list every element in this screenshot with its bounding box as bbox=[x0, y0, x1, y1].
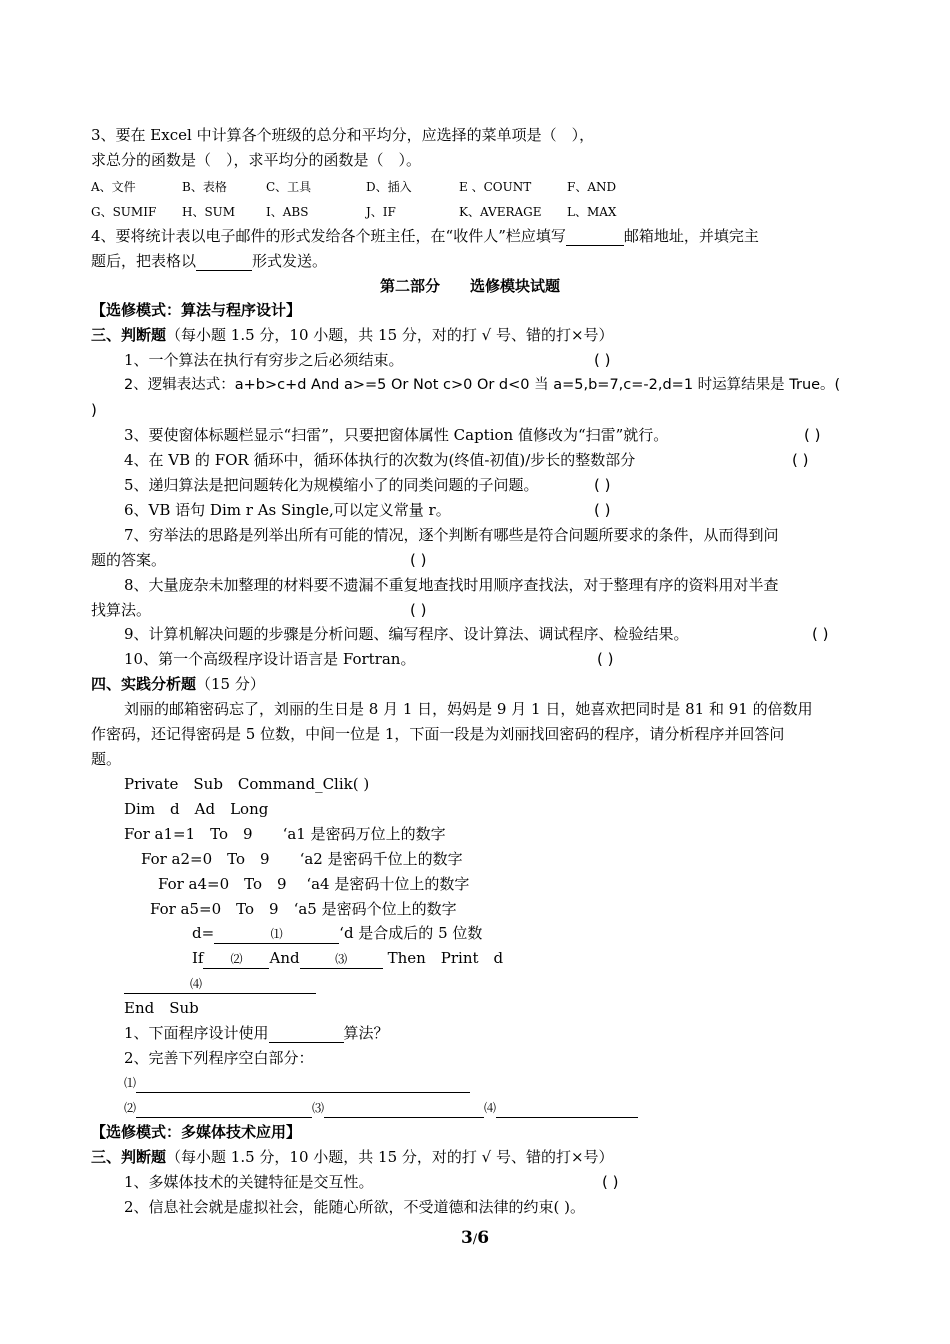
q3-option-e: E 、COUNT bbox=[459, 180, 532, 194]
judge-item-10: 10、第一个高级程序设计语言是 Fortran。 bbox=[124, 650, 416, 668]
code-line-2: Dim d Ad Long bbox=[124, 800, 269, 818]
judge-item-7: 7、穷举法的思路是列举出所有可能的情况，逐个判断有哪些是符合问题所要求的条件，从而得到问 bbox=[124, 526, 779, 544]
judge-item-6: 6、VB 语句 Dim r As Single,可以定义常量 r。 bbox=[124, 501, 451, 519]
q3-option-c: C、工具 bbox=[266, 180, 312, 194]
judge-item-2: 2、逻辑表达式：a+b>c+d And a>=5 Or Not c>0 Or d<0 当 a=5,b=7,c=-2,d=1 时运算结果是 True。( bbox=[124, 377, 841, 393]
judge-item-1: 1、一个算法在执行有穷步之后必须结束。 bbox=[124, 351, 404, 369]
mm-judge-item-1: 1、多媒体技术的关键特征是交互性。 bbox=[124, 1173, 374, 1191]
code-blank-3[interactable]: ⑶ bbox=[300, 950, 383, 969]
module1-title: 【选修模式：算法与程序设计】 bbox=[91, 301, 302, 319]
q4-blank-1[interactable] bbox=[566, 227, 624, 246]
answer-blank-2[interactable] bbox=[136, 1099, 312, 1118]
judge-item-5-paren[interactable]: ( ) bbox=[594, 476, 611, 494]
algorithm-blank[interactable] bbox=[269, 1024, 344, 1043]
code-line-4: For a2=0 To 9 ‘a2 是密码千位上的数字 bbox=[141, 850, 463, 868]
practice-q1: 1、下面程序设计使用 算法？ bbox=[124, 1024, 389, 1042]
page-number: 3/6 bbox=[460, 1228, 490, 1248]
judge-item-8: 8、大量庞杂未加整理的材料要不遗漏不重复地查找时用顺序查找法，对于整理有序的资料用对半查 bbox=[124, 576, 779, 594]
code-line-5: For a4=0 To 9 ‘a4 是密码十位上的数字 bbox=[158, 875, 470, 893]
code-line-1: Private Sub Command_Clik( ) bbox=[124, 775, 370, 793]
practice-q2: 2、完善下列程序空白部分： bbox=[124, 1049, 314, 1067]
q3-option-f: F、AND bbox=[567, 180, 617, 194]
code-blank-1[interactable]: ⑴ bbox=[214, 925, 339, 944]
code-line-4-blank bbox=[124, 973, 316, 994]
practice-para-3: 题。 bbox=[91, 750, 122, 768]
practice-para-1: 刘丽的邮箱密码忘了，刘丽的生日是 8 月 1 日，妈妈是 9 月 1 日，她喜欢把同时是 81 和 91 的倍数用 bbox=[124, 700, 813, 718]
q3-option-g: G、SUMIF bbox=[91, 205, 157, 219]
judge-item-8-paren[interactable]: ( ) bbox=[410, 601, 427, 619]
judge-item-3-paren[interactable]: ( ) bbox=[804, 426, 821, 444]
q3-option-d: D、插入 bbox=[366, 180, 412, 194]
practice-heading: 四、实践分析题（15 分） bbox=[91, 675, 265, 693]
judge-item-5: 5、递归算法是把问题转化为规模缩小了的同类问题的子问题。 bbox=[124, 476, 539, 494]
q4-line2: 题后，把表格以 形式发送。 bbox=[91, 252, 328, 270]
q4-line1: 4、要将统计表以电子邮件的形式发给各个班主任，在“收件人”栏应填写 邮箱地址，并填完主 bbox=[91, 227, 759, 245]
mm-judge-item-1-paren[interactable]: ( ) bbox=[602, 1173, 619, 1191]
code-line-d: d= ⑴ ‘d 是合成后的 5 位数 bbox=[192, 924, 483, 942]
q3-option-b: B、表格 bbox=[182, 180, 227, 194]
answer-blank-4[interactable] bbox=[496, 1099, 638, 1118]
code-line-6: For a5=0 To 9 ‘a5 是密码个位上的数字 bbox=[150, 900, 457, 918]
answer-line-2: ⑵ ⑶ ⑷ bbox=[124, 1098, 638, 1118]
q3-option-k: K、AVERAGE bbox=[459, 205, 542, 219]
answer-line-1: ⑴ bbox=[124, 1073, 470, 1093]
judge-item-7-paren[interactable]: ( ) bbox=[410, 551, 427, 569]
judge-item-9-paren[interactable]: ( ) bbox=[812, 625, 829, 643]
judge-item-6-paren[interactable]: ( ) bbox=[594, 501, 611, 519]
judge-item-2-close: ) bbox=[91, 401, 97, 419]
practice-para-2: 作密码，还记得密码是 5 位数，中间一位是 1，下面一段是为刘丽找回密码的程序，请分析程序并回答问 bbox=[91, 725, 785, 743]
code-line-end: End Sub bbox=[124, 999, 199, 1017]
q3-option-l: L、MAX bbox=[567, 205, 617, 219]
judge-item-4-paren[interactable]: ( ) bbox=[792, 451, 809, 469]
judge-item-7-cont: 题的答案。 bbox=[91, 551, 167, 569]
answer-blank-3[interactable] bbox=[324, 1099, 484, 1118]
module2-judge-heading: 三、判断题（每小题 1.5 分，10 小题，共 15 分，对的打 √ 号、错的打×号） bbox=[91, 1148, 614, 1166]
q3-line1: 3、要在 Excel 中计算各个班级的总分和平均分，应选择的菜单项是（ ）， bbox=[91, 126, 595, 144]
part2-title: 第二部分 选修模块试题 bbox=[380, 277, 561, 295]
q3-option-j: J、IF bbox=[366, 205, 396, 219]
q3-option-a: A、文件 bbox=[91, 180, 136, 194]
module1-judge-heading: 三、判断题（每小题 1.5 分，10 小题，共 15 分，对的打 √ 号、错的打×号） bbox=[91, 326, 614, 344]
q3-option-h: H、SUM bbox=[182, 205, 236, 219]
judge-item-8-cont: 找算法。 bbox=[91, 601, 152, 619]
judge-item-10-paren[interactable]: ( ) bbox=[597, 650, 614, 668]
q3-line2: 求总分的函数是（ ），求平均分的函数是（ ）。 bbox=[91, 151, 422, 169]
judge-item-4: 4、在 VB 的 FOR 循环中，循环体执行的次数为(终值-初值)/步长的整数部分 bbox=[124, 451, 636, 469]
module2-title: 【选修模式：多媒体技术应用】 bbox=[91, 1123, 302, 1141]
code-blank-4[interactable]: ⑷ bbox=[124, 975, 316, 994]
mm-judge-item-2: 2、信息社会就是虚拟社会，能随心所欲，不受道德和法律的约束( )。 bbox=[124, 1198, 586, 1216]
judge-item-3: 3、要使窗体标题栏显示“扫雷”，只要把窗体属性 Caption 值修改为“扫雷”就行。 bbox=[124, 426, 669, 444]
code-line-3: For a1=1 To 9 ‘a1 是密码万位上的数字 bbox=[124, 825, 446, 843]
answer-blank-1[interactable] bbox=[136, 1074, 470, 1093]
code-blank-2[interactable]: ⑵ bbox=[203, 950, 269, 969]
judge-item-1-paren[interactable]: ( ) bbox=[594, 351, 611, 369]
code-line-if: If ⑵ And ⑶ Then Print d bbox=[192, 949, 504, 967]
q4-blank-2[interactable] bbox=[196, 252, 252, 271]
q3-option-i: I、ABS bbox=[266, 205, 309, 219]
judge-item-9: 9、计算机解决问题的步骤是分析问题、编写程序、设计算法、调试程序、检验结果。 bbox=[124, 625, 689, 643]
